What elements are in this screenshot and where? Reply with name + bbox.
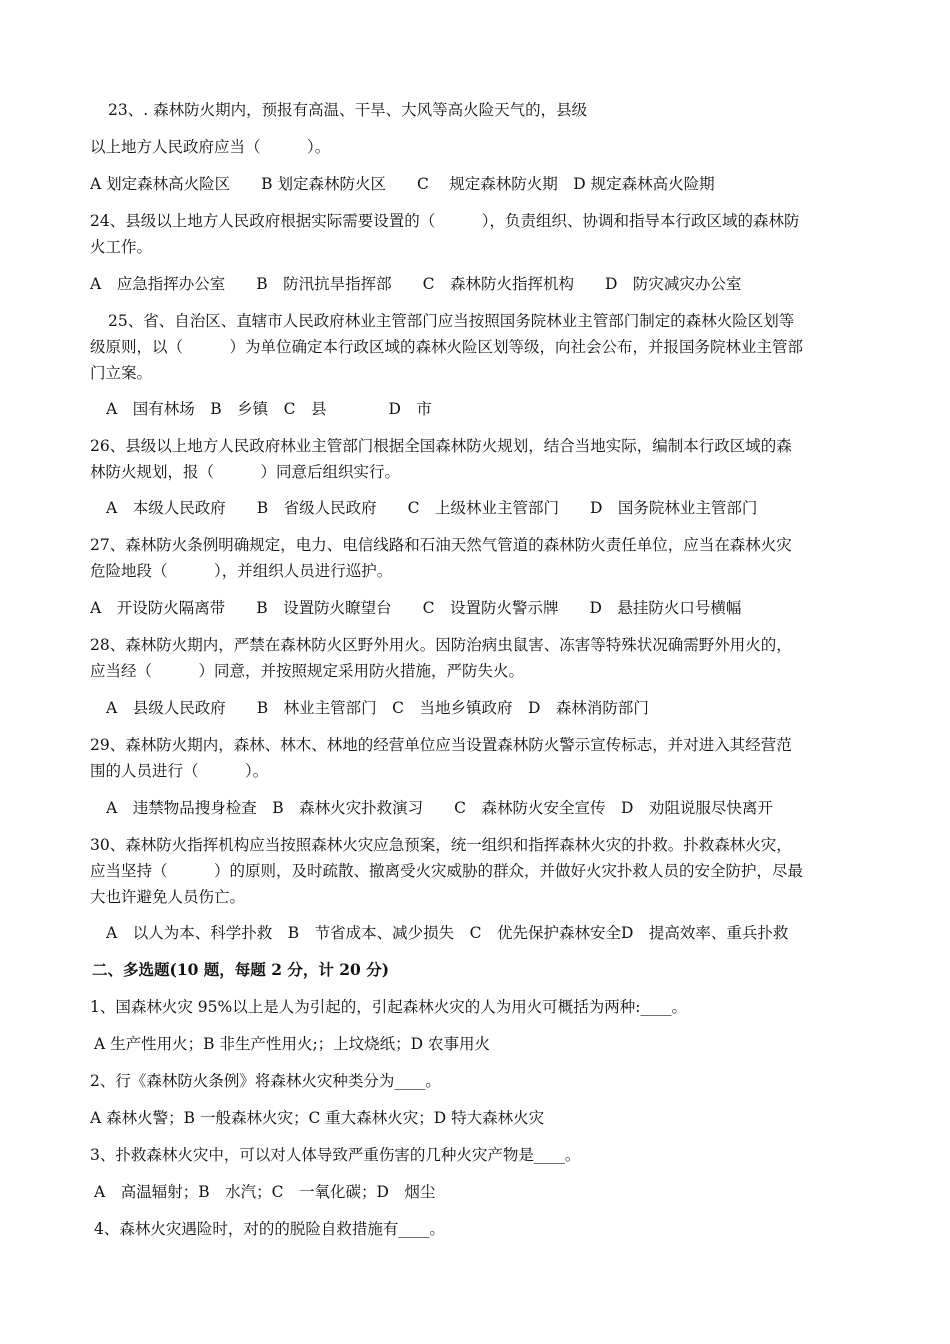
mc-question-1: 1、国森林火灾 95%以上是人为引起的，引起森林火灾的人为用火可概括为两种:____。 [90,998,687,1016]
mc-question-1-options: A 生产性用火；B 非生产性用火;；上坟烧纸；D 农事用火 [94,1035,491,1053]
question-26-line-2: 林防火规划，报（ ）同意后组织实行。 [90,463,401,481]
question-29-options: A 违禁物品搜身检查 B 森林火灾扑救演习 C 森林防火安全宣传 D 劝阻说服尽快离开 [106,799,773,817]
question-30-line-2: 应当坚持（ ）的原则，及时疏散、撤离受火灾威胁的群众，并做好火灾扑救人员的安全防护，尽最 [90,862,804,880]
question-28-line-1: 28、森林防火期内，严禁在森林防火区野外用火。因防治病虫鼠害、冻害等特殊状况确需野外用火的， [90,636,792,654]
question-25-line-3: 门立案。 [90,364,153,382]
question-28-line-2: 应当经（ ）同意，并按照规定采用防火措施，严防失火。 [90,662,525,680]
question-27-options: A 开设防火隔离带 B 设置防火瞭望台 C 设置防火警示牌 D 悬挂防火口号横幅 [90,599,742,617]
question-29-line-2: 围的人员进行（ ）。 [90,762,269,780]
section-heading-multiple-choice: 二、多选题(10 题，每题 2 分，计 20 分) [92,960,390,979]
question-23-line-1: 23、. 森林防火期内，预报有高温、干旱、大风等高火险天气的，县级 [108,101,588,119]
question-30-line-1: 30、森林防火指挥机构应当按照森林火灾应急预案，统一组织和指挥森林火灾的扑救。扑救森林火灾， [90,836,792,854]
question-27-line-1: 27、森林防火条例明确规定，电力、电信线路和石油天然气管道的森林防火责任单位，应当在森林火灾 [90,536,792,554]
question-25-options: A 国有林场 B 乡镇 C 县 D 市 [106,400,432,418]
question-27-line-2: 危险地段（ ），并组织人员进行巡护。 [90,562,393,580]
question-30-options: A 以人为本、科学扑救 B 节省成本、减少损失 C 优先保护森林安全D 提高效率、重兵扑救 [106,924,789,942]
mc-question-4: 4、森林火灾遇险时，对的的脱险自救措施有____。 [94,1220,445,1238]
question-25-line-1: 25、省、自治区、直辖市人民政府林业主管部门应当按照国务院林业主管部门制定的森林火险区划等 [108,312,795,330]
mc-question-2-options: A 森林火警；B 一般森林火灾；C 重大森林火灾；D 特大森林火灾 [90,1109,545,1127]
mc-question-3-options: A 高温辐射；B 水汽；C 一氧化碳；D 烟尘 [94,1183,436,1201]
question-24-options: A 应急指挥办公室 B 防汛抗旱指挥部 C 森林防火指挥机构 D 防灾减灾办公室 [90,275,742,293]
question-23-line-2: 以上地方人民政府应当（ ）。 [90,138,331,156]
question-26-options: A 本级人民政府 B 省级人民政府 C 上级林业主管部门 D 国务院林业主管部门 [106,499,758,517]
question-26-line-1: 26、县级以上地方人民政府林业主管部门根据全国森林防火规划，结合当地实际，编制本行政区域的森 [90,437,792,455]
question-25-line-2: 级原则，以（ ）为单位确定本行政区域的森林火险区划等级，向社会公布，并报国务院林业主管部 [90,338,804,356]
mc-question-2: 2、行《森林防火条例》将森林火灾种类分为____。 [90,1072,441,1090]
question-29-line-1: 29、森林防火期内，森林、林木、林地的经营单位应当设置森林防火警示宣传标志，并对进入其经营范 [90,736,792,754]
question-23-options: A 划定森林高火险区 B 划定森林防火区 C 规定森林防火期 D 规定森林高火险期 [90,175,715,193]
question-28-options: A 县级人民政府 B 林业主管部门 C 当地乡镇政府 D 森林消防部门 [106,699,649,717]
question-24-line-2: 火工作。 [90,238,153,256]
question-30-line-3: 大也许避免人员伤亡。 [90,888,246,906]
mc-question-3: 3、扑救森林火灾中，可以对人体导致严重伤害的几种火灾产物是____。 [90,1146,581,1164]
question-24-line-1: 24、县级以上地方人民政府根据实际需要设置的（ ），负责组织、协调和指导本行政区域的森林防 [90,212,800,230]
